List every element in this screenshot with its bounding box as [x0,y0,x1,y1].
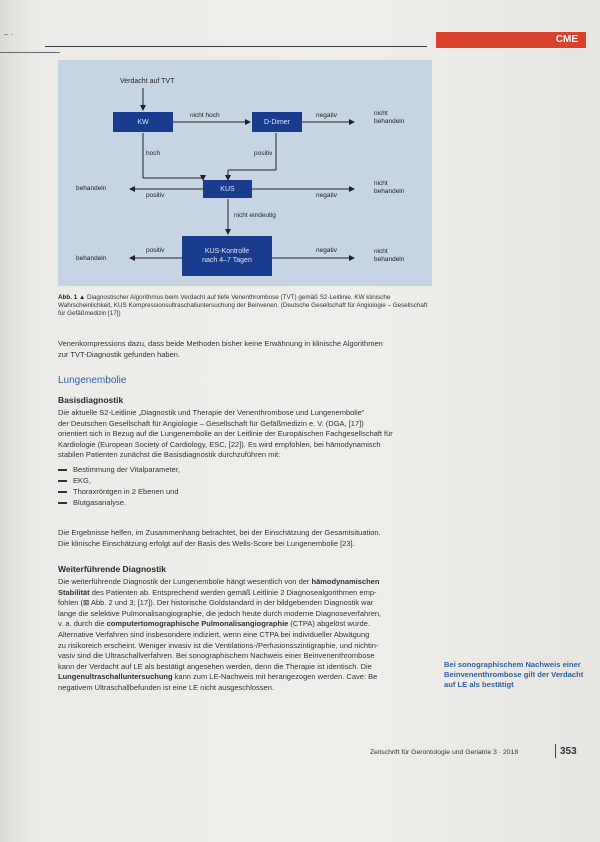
tvt-flowchart [58,60,432,286]
text-line [58,683,430,694]
bullet-dash [58,491,67,493]
text-run: fohlen ( [58,598,84,608]
flow-label-hoch: hoch [146,150,161,157]
text-line: zur TVT-Diagnostik gefunden haben. [58,349,181,359]
list-item [58,464,358,475]
caption-text: Diagnostischer Algorithmus beim Verdacht auf tiefe Venenthrombose (TVT) gemäß S2-Leitlinie. KW klinische Wahrscheinlichkeit, KUS Kompressionsultraschalluntersuchung der Beinvenen. (Deutsche Gesellschaft für Angiologie – Gesellschaft für Gefäßmedizin [17]) [58,294,428,318]
flow-box-kus: KUS [203,180,252,198]
flow-label-nicht-eindeutig: nicht eindeutig [234,212,276,219]
text-run: v. a. durch die [58,619,107,629]
text-run: Alternative Verfahren sind insbesondere indiziert, wenn eine CTPA bei individueller Abwägung [58,629,370,639]
text-line [58,577,430,588]
text-line [58,672,430,683]
flow-start-label: Verdacht auf TVT [120,78,175,85]
text-line: Die Ergebnisse helfen, im Zusammenhang betrachtet, bei der Einschätzung der Gesamtsituation. [58,528,381,537]
text-line [58,651,430,662]
text-run-bold: computertomographische Pulmonalisangiographie [106,619,289,629]
kus-control-line2: nach 4–7 Tagen [202,257,252,264]
text-run: ⊠ Abb. 2 und 3; [17]). Der historische Goldstandard in der bildgebenden Diagnostik war [83,598,374,608]
flow-label-negativ-3: negativ [316,247,337,254]
text-run: kann zum LE-Nachweis mit herangezogen werden. Cave: Be [172,672,378,682]
text-run: zu risikoreich erscheint. Weniger invasiv ist die Ventilations-/Perfusionsszintigraphie, und nichtin- [58,640,379,650]
flow-label-behandeln-2: behandeln [76,255,107,262]
bullet-dash [58,480,67,482]
text-run: negativem Ultraschallbefunden ist eine LE nicht ausgeschlossen. [58,682,274,692]
paragraph-3 [58,577,430,694]
text-line: der Deutschen Gesellschaft für Angiologie – Gesellschaft für Gefäßmedizin e. V. (DGA, [17]) [58,418,364,428]
text-run-bold: hämodynamischen [311,577,380,586]
flow-box-kus-control [182,236,272,276]
paragraph-1 [58,408,430,461]
subheading-basisdiagnostik: Basisdiagnostik [58,395,124,405]
text-line [58,598,430,609]
text-line [58,609,430,620]
text-run: lange die selektive Pulmonalisangiographie, die jedoch heute durch moderne Diagnoseverfahren, [58,608,382,618]
flow-label-positiv-3: positiv [146,247,165,254]
text-line: Die klinische Einschätzung erfolgt auf der Basis des Wells-Score bei Lungenembolie [23]. [58,538,355,548]
subheading-weiterfuehrende: Weiterführende Diagnostik [58,564,166,574]
text-run-bold: Stabilität [58,587,90,597]
flow-label-negativ-1: negativ [316,112,337,119]
flow-label-nicht-behandeln-2a: nicht [374,180,388,187]
text-line [58,662,430,673]
crop-mark: – · [4,30,14,39]
paragraph-0 [58,339,430,360]
list-item-text: EKG, [73,476,91,485]
text-line: Die aktuelle S2-Leitlinie „Diagnostik und Therapie der Venenthrombose und Lungenembolie“ [58,408,365,417]
flow-label-behandeln-1: behandeln [76,185,107,192]
text-run: kann der Verdacht auf LE als bestätigt angesehen werden, denn die Therapie ist identisch. Die [58,661,372,671]
margin-note: Bei sonographischem Nachweis einer Beinvenenthrombose gilt der Verdacht auf LE als bestätigt [444,660,584,689]
header-rule [45,46,427,47]
bullet-dash [58,502,67,504]
list-item-text: Blutgasanalyse. [73,498,126,507]
text-line [58,641,430,652]
flow-label-nicht-behandeln-3b: behandeln [374,256,405,263]
list-item [58,486,358,497]
flow-label-positiv-2: positiv [146,192,165,199]
flow-label-negativ-2: negativ [316,192,337,199]
caption-label: Abb. 1 ▲ [58,294,86,301]
flow-box-kw: KW [113,112,173,132]
flow-label-nicht-behandeln-3a: nicht [374,248,388,255]
journal-footer: Zeitschrift für Gerontologie und Geriatrie 3 · 2018 [370,749,519,756]
text-run: des Patienten ab. Entsprechend werden gemäß Leitlinie 2 Diagnosealgorithmen emp- [89,587,377,597]
bullet-dash [58,469,67,471]
flow-label-nicht-behandeln-2b: behandeln [374,188,405,195]
bullet-list [58,464,358,508]
section-title: Lungenembolie [58,375,127,386]
header-rule-left [0,52,60,53]
cme-header-bar [436,32,586,48]
footer-separator [555,744,556,758]
text-line [58,588,430,599]
text-line: stabilen Patienten zunächst die Basisdiagnostik durchzuführen mit: [58,450,281,460]
flow-label-positiv-1: positiv [254,150,273,157]
text-line [58,630,430,641]
flow-box-ddimer: D-Dimer [252,112,302,132]
text-run-bold: Lungenultraschalluntersuchung [58,672,173,682]
list-item-text: Bestimmung der Vitalparameter, [73,465,180,474]
list-item [58,475,358,486]
list-item [58,497,358,508]
text-line: orientiert sich in Bezug auf die Lungenembolie an der Leitlinie der Europäischen Fachgesellschaft für [58,429,393,439]
list-item-text: Thoraxröntgen in 2 Ebenen und [73,487,179,496]
cme-label: CME [555,34,578,45]
text-line: Kardiologie (European Society of Cardiology, ESC, [22]). Es wird empfohlen, bei hämodynamisch [58,439,381,449]
flow-label-nicht-behandeln-1a: nicht [374,110,388,117]
flow-label-nicht-behandeln-1b: behandeln [374,118,405,125]
page-number: 353 [560,746,577,757]
text-line [58,619,430,630]
text-line: Venenkompressions dazu, dass beide Methoden bisher keine Erwähnung in klinische Algorithmen [58,339,383,348]
paragraph-2 [58,528,430,549]
flow-label-nicht-hoch: nicht hoch [190,112,220,119]
text-run: vasiv sind die Ultraschallverfahren. Bei sonographischem Nachweis einer Beinvenenthrombose [58,651,375,661]
kus-control-line1: KUS-Kontrolle [204,248,250,255]
text-run: Die weiterführende Diagnostik der Lungenembolie hängt wesentlich von der [58,577,312,586]
figure-caption [58,294,434,319]
text-run: (CTPA) abgelöst wurde. [288,619,370,629]
